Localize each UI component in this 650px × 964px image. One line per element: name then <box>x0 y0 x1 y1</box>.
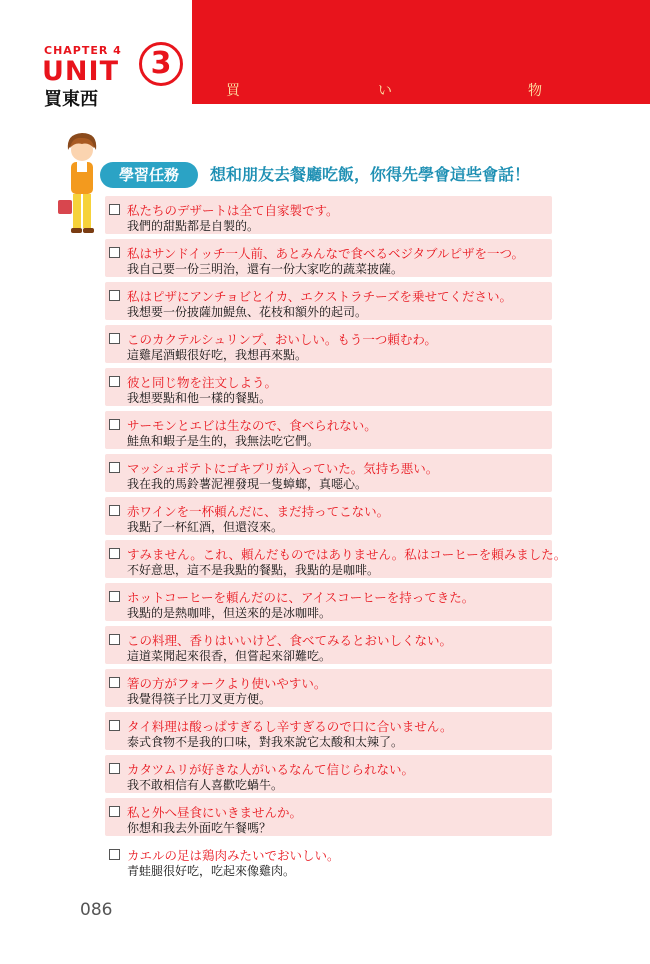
japanese-sentence: 箸の方がフォークより使いやすい。 <box>127 676 327 691</box>
header-band <box>192 0 650 104</box>
page-number: 086 <box>80 900 113 920</box>
checkbox-icon[interactable] <box>109 548 120 559</box>
unit-number-badge: 3 <box>139 42 183 86</box>
checkbox-icon[interactable] <box>109 634 120 645</box>
band-char-2: い <box>378 83 392 99</box>
japanese-sentence: タイ料理は酸っぱすぎるし辛すぎるので口に合いません。 <box>127 719 453 734</box>
checkbox-icon[interactable] <box>109 806 120 817</box>
japanese-sentence: この料理、香りはいいけど、食べてみるとおいしくない。 <box>127 633 453 648</box>
character-illustration-icon <box>56 128 108 238</box>
japanese-sentence: 私と外へ昼食にいきませんか。 <box>127 805 303 820</box>
mission-badge: 學習任務 <box>100 162 198 188</box>
japanese-sentence: 彼と同じ物を注文しよう。 <box>127 375 278 390</box>
chinese-translation: 我不敢相信有人喜歡吃蝸牛。 <box>127 778 284 792</box>
checkbox-icon[interactable] <box>109 720 120 731</box>
chinese-translation: 我覺得筷子比刀叉更方便。 <box>127 692 272 706</box>
chinese-translation: 青蛙腿很好吃，吃起來像雞肉。 <box>127 864 296 878</box>
japanese-sentence: カエルの足は鶏肉みたいでおいしい。 <box>127 848 340 863</box>
chinese-translation: 不好意思，這不是我點的餐點，我點的是咖啡。 <box>127 563 380 577</box>
chinese-translation: 泰式食物不是我的口味，對我來說它太酸和太辣了。 <box>127 735 404 749</box>
japanese-sentence: すみません。これ、頼んだものではありません。私はコーヒーを頼みました。 <box>127 547 567 562</box>
checkbox-icon[interactable] <box>109 290 120 301</box>
band-char-1: 買 <box>226 83 240 99</box>
checkbox-icon[interactable] <box>109 763 120 774</box>
japanese-sentence: カタツムリが好きな人がいるなんて信じられない。 <box>127 762 415 777</box>
chinese-translation: 我點的是熱咖啡，但送來的是冰咖啡。 <box>127 606 332 620</box>
chapter-label: CHAPTER 4 <box>44 44 122 57</box>
checkbox-icon[interactable] <box>109 247 120 258</box>
japanese-sentence: ホットコーヒーを頼んだのに、アイスコーヒーを持ってきた。 <box>127 590 475 605</box>
checkbox-icon[interactable] <box>109 419 120 430</box>
japanese-sentence: 私たちのデザートは全て自家製です。 <box>127 203 339 218</box>
japanese-sentence: マッシュポテトにゴキブリが入っていた。気持ち悪い。 <box>127 461 439 476</box>
mission-description: 想和朋友去餐廳吃飯，你得先學會這些會話！ <box>210 165 531 184</box>
checkbox-icon[interactable] <box>109 204 120 215</box>
japanese-sentence: 赤ワインを一杯頼んだに、まだ持ってこない。 <box>127 504 390 519</box>
unit-label: UNIT <box>42 56 119 87</box>
japanese-sentence: 私はピザにアンチョビとイカ、エクストラチーズを乗せてください。 <box>127 289 513 304</box>
checkbox-icon[interactable] <box>109 591 120 602</box>
checkbox-icon[interactable] <box>109 333 120 344</box>
chinese-translation: 我們的甜點都是自製的。 <box>127 219 260 233</box>
chinese-translation: 我在我的馬鈴薯泥裡發現一隻蟑螂，真噁心。 <box>127 477 368 491</box>
checkbox-icon[interactable] <box>109 462 120 473</box>
checkbox-icon[interactable] <box>109 849 120 860</box>
unit-subtitle: 買東西 <box>44 89 98 110</box>
chinese-translation: 你想和我去外面吃午餐嗎？ <box>127 821 272 835</box>
checkbox-icon[interactable] <box>109 376 120 387</box>
chinese-translation: 鮭魚和蝦子是生的，我無法吃它們。 <box>127 434 320 448</box>
band-char-3: 物 <box>528 83 542 99</box>
checkbox-icon[interactable] <box>109 677 120 688</box>
checkbox-icon[interactable] <box>109 505 120 516</box>
chinese-translation: 我自己要一份三明治，還有一份大家吃的蔬菜披薩。 <box>127 262 404 276</box>
chinese-translation: 這道菜聞起來很香，但嘗起來卻難吃。 <box>127 649 332 663</box>
chinese-translation: 我想要點和他一樣的餐點。 <box>127 391 272 405</box>
chinese-translation: 我點了一杯紅酒，但還沒來。 <box>127 520 284 534</box>
japanese-sentence: 私はサンドイッチ一人前、あとみんなで食べるベジタブルピザを一つ。 <box>127 246 525 261</box>
japanese-sentence: このカクテルシュリンプ、おいしい。もう一つ頼むわ。 <box>127 332 437 347</box>
chinese-translation: 這雞尾酒蝦很好吃，我想再來點。 <box>127 348 308 362</box>
japanese-sentence: サーモンとエビは生なので、食べられない。 <box>127 418 377 433</box>
chinese-translation: 我想要一份披薩加鯷魚、花枝和額外的起司。 <box>127 305 368 319</box>
